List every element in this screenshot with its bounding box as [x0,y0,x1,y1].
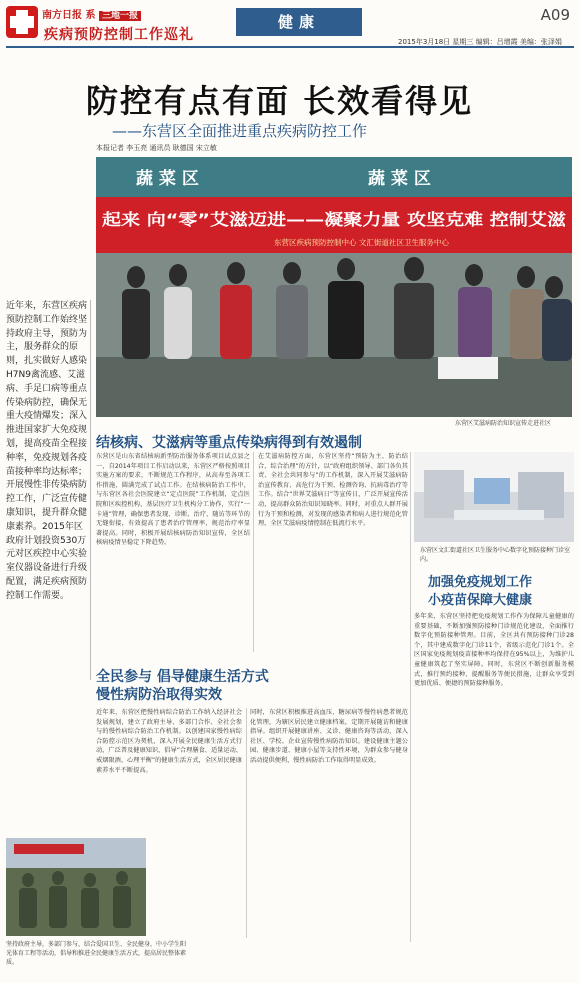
subheadline: ——东营区全面推进重点疾病防控工作 [112,122,368,140]
section2-title-line1: 全民参与 倡导健康生活方式 [96,669,269,685]
section2-title-line2: 慢性病防治取得实效 [96,687,222,703]
date-line: 2015年3月18日 星期三 编辑：吕增霞 美编：张泽娟 [398,38,562,46]
banner-top-right: 蔬 菜 区 [368,169,431,189]
photo-scene [96,157,572,417]
series-label: 系 [85,10,96,21]
clinic-photo [414,452,574,542]
byline: 本报记者 李玉亮 通讯员 耿德国 宋立敏 [96,144,217,152]
section2-title [96,668,269,704]
section2-text-col2: 同时，东营区积极推进高血压、糖尿病等慢性病患者规范化管理，为辖区居民建立健康档案，定期开展随访和健康指导。组织开展健康讲座、义诊、健康咨询等活动，深入社区、学校、企业宣传慢性病防治知识。建设健康主题公园、健康步道、健康小屋等支持性环境，为群众参与健身活动提供便利，慢性病防治工作取得明显成效。 [250,709,408,764]
clinic-photo-caption: 东营区文汇街道社区卫生服务中心数字化预防接种门诊室内。 [420,547,571,563]
section2-text-col1: 近年来，东营区把慢性病综合防治工作纳入经济社会发展规划，建立了政府主导、多部门合作、全社会参与的慢性病综合防治工作机制。以创建国家慢性病综合防控示范区为契机，深入开展全民健康生活方式行动，广泛普及健康知识，倡导“合理膳食、适量运动、戒烟限酒、心理平衡”的健康生活方式，全区居民健康素养水平不断提高。 [96,709,242,774]
banner-slogan: 起来 向“零”艾滋迈进——凝聚力量 攻坚克难 控制艾滋 [102,210,566,229]
series-tag: 三地一报 [99,11,141,21]
section-label: 健康 [236,8,362,36]
exercise-photo-caption: 坚持政府主导，多部门参与，结合爱国卫生、全民健身，中小学生阳光体育工程等活动，倡导和推进全民健康生活方式，提高居民整体素质。 [6,941,187,966]
banner-top-left: 蔬 菜 区 [136,169,199,189]
column-divider [253,452,254,652]
column-divider [90,300,91,680]
section3-title-line2: 小疫苗保障大健康 [428,593,533,608]
masthead-paper [42,6,141,21]
exercise-photo [6,838,146,936]
column-divider [410,452,411,942]
paper-name: 南方日报 [42,10,82,21]
section1-title: 结核病、艾滋病等重点传染病得到有效遏制 [96,435,362,451]
column-divider [246,708,247,938]
banner-organizer: 东营区疾病预防控制中心 文汇街道社区卫生服务中心 [274,238,449,247]
column-title: 疾病预防控制工作巡礼 [44,27,194,43]
page-number: A09 [540,6,570,24]
section1-text-col2: 在艾滋病防控方面，东营区坚持“预防为主、防治结合、综合治理”的方针，以“政府组织领导、部门各负其责、全社会共同参与”的工作机制，深入开展艾滋病防治宣传教育、高危行为干预、检测咨询、抗病毒治疗等工作。结合“世界艾滋病日”等宣传日，广泛开展宣传活动，提高群众防治知识知晓率。同时，对重点人群开展行为干预和检测，对发现的感染者和病人进行规范化管理，全区艾滋病疫情控制在低流行水平。 [258,453,408,528]
section1-text-col1: 东营区是山东省结核病新型防治服务体系项目试点县之一，自2014年项目工作启动以来，东营区严格按照项目实施方案的要求，不断规范工作程序，从高寿至各项工作措施，圆满完成了试点工作。在结核病防治工作中，与东营区各社会医院建立“定点医院”工作机制，定点医院和区疾控机构、基层医疗卫生机构分工协作，实行“一卡通”管理，确保患者发现、诊断、治疗、随访等环节的无缝衔接，有效提高了患者治疗管理率，规范治疗率显著提高。同时，积极开展结核病防治知识宣传，全区结核病疫情呈稳定下降趋势。 [96,453,250,547]
exercise-scene [6,838,146,936]
main-photo-caption: 东营区艾滋病防治知识宣传走进社区 [455,420,552,427]
main-photo [96,157,572,417]
clinic-scene [414,452,574,542]
section3-title [428,574,532,610]
section3-text: 多年来，东营区坚持把免疫规划工作作为保障儿童健康的重要基础，不断加强预防接种门诊规范化建设，全面推行数字化预防接种管理。目前，全区共有预防接种门诊28个，其中建成数字化门诊11个，省级示范化门诊1个。全区国家免疫规划疫苗接种率均保持在95%以上，为维护儿童健康筑起了坚实屏障。同时，东营区不断创新服务模式，推行预约接种、提醒服务等便民措施，让群众享受到更加优质、便捷的预防接种服务。 [414,613,574,688]
section3-title-line1: 加强免疫规划工作 [428,575,533,590]
headline: 防控有点有面 长效看得见 [86,82,474,120]
header-rule [6,46,574,48]
cross-icon-bar [10,16,34,28]
intro-column: 近年来，东营区疾病预防控制工作始终坚持政府主导，预防为主，服务群众的原则，扎实做好人感染H7N9禽流感、艾滋病、手足口病等重点传染病防控，确保无重大疫情爆发；深入推进国家扩大免疫规划，提高疫苗全程接种率，免疫规划各疫苗接种率均达标率；开展慢性非传染病防控工作，广泛宣传健康知识，提升群众健康素养。2015年区政府计划投资530万元对区疾控中心实验室仪器设备进行升级配置，满足疾病预防控制工作需要。 [6,301,88,601]
